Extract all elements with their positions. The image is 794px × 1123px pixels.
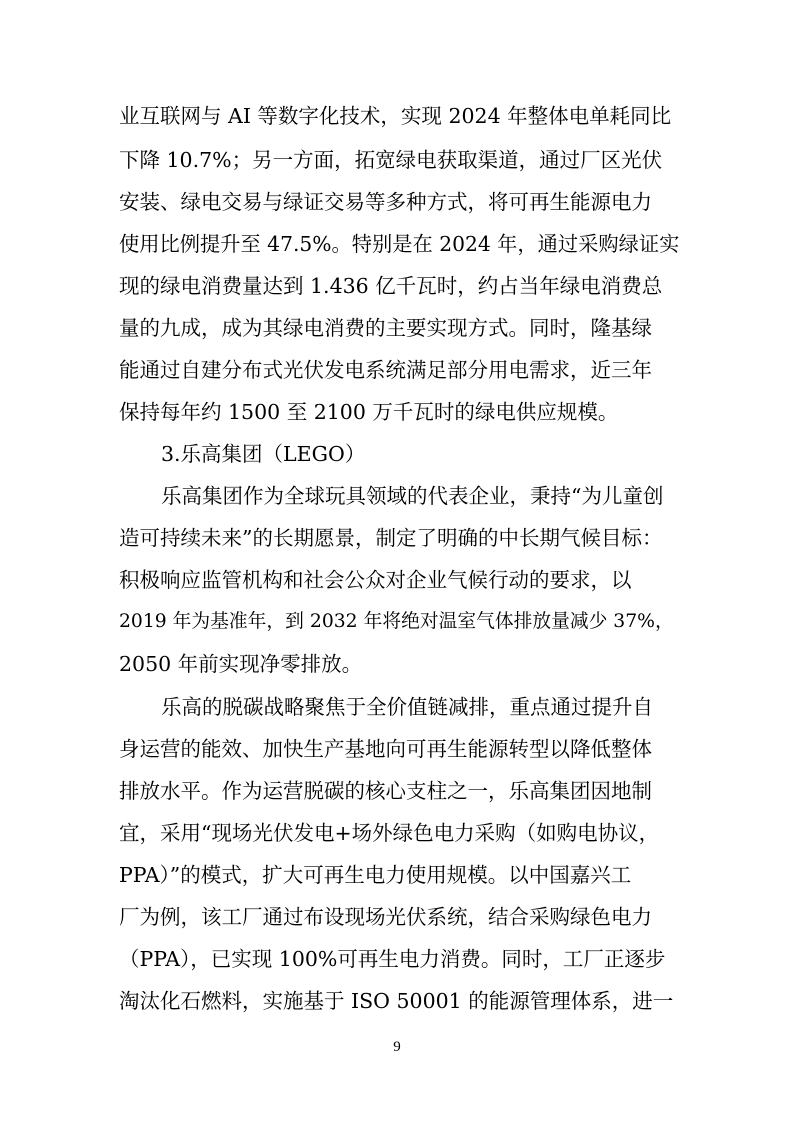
body-text-line: 现的绿电消费量达到 1.436 亿千瓦时，约占当年绿电消费总 [119, 274, 663, 298]
body-text-line: 安装、绿电交易与绿证交易等多种方式，将可再生能源电力 [119, 190, 652, 214]
section-heading: 3.乐高集团（LEGO） [161, 442, 366, 466]
body-text-line: 业互联网与 AI 等数字化技术，实现 2024 年整体电单耗同比 [119, 104, 672, 128]
body-text-line: 使用比例提升至 47.5%。特别是在 2024 年，通过采购绿证实 [119, 232, 680, 256]
body-text-line: 2019 年为基准年，到 2032 年将绝对温室气体排放量减少 37%， [119, 611, 674, 632]
body-text-line: 2050 年前实现净零排放。 [119, 652, 363, 676]
body-text-line: PPA）”的模式，扩大可再生电力使用规模。以中国嘉兴工 [119, 863, 632, 887]
paragraph-first-line: 乐高集团作为全球玩具领域的代表企业，秉持“为儿童创 [161, 484, 664, 508]
body-text-line: 造可持续未来”的长期愿景，制定了明确的中长期气候目标： [119, 526, 663, 550]
body-text-line: 能通过自建分布式光伏发电系统满足部分用电需求，近三年 [119, 358, 652, 382]
body-text-line: 保持每年约 1500 至 2100 万千瓦时的绿电供应规模。 [119, 400, 619, 424]
body-text-line: 排放水平。作为运营脱碳的核心支柱之一，乐高集团因地制 [119, 779, 652, 803]
body-text-line: 厂为例，该工厂通过布设现场光伏系统，结合采购绿色电力 [119, 905, 652, 929]
body-text-line: 积极响应监管机构和社会公众对企业气候行动的要求，以 [119, 568, 632, 592]
page-number: 9 [393, 1039, 401, 1055]
body-text-line: 淘汰化石燃料，实施基于 ISO 50001 的能源管理体系，进一 [119, 989, 674, 1013]
body-text-line: 身运营的能效、加快生产基地向可再生能源转型以降低整体 [119, 737, 652, 761]
body-text-line: 下降 10.7%；另一方面，拓宽绿电获取渠道，通过厂区光伏 [119, 148, 663, 172]
body-text-line: 宜，采用“现场光伏发电+场外绿色电力采购（如购电协议， [119, 821, 660, 845]
paragraph-first-line: 乐高的脱碳战略聚焦于全价值链减排，重点通过提升自 [161, 695, 653, 719]
body-text-line: 量的九成，成为其绿电消费的主要实现方式。同时，隆基绿 [119, 316, 652, 340]
body-text-line: （PPA），已实现 100%可再生电力消费。同时，工厂正逐步 [119, 947, 666, 971]
